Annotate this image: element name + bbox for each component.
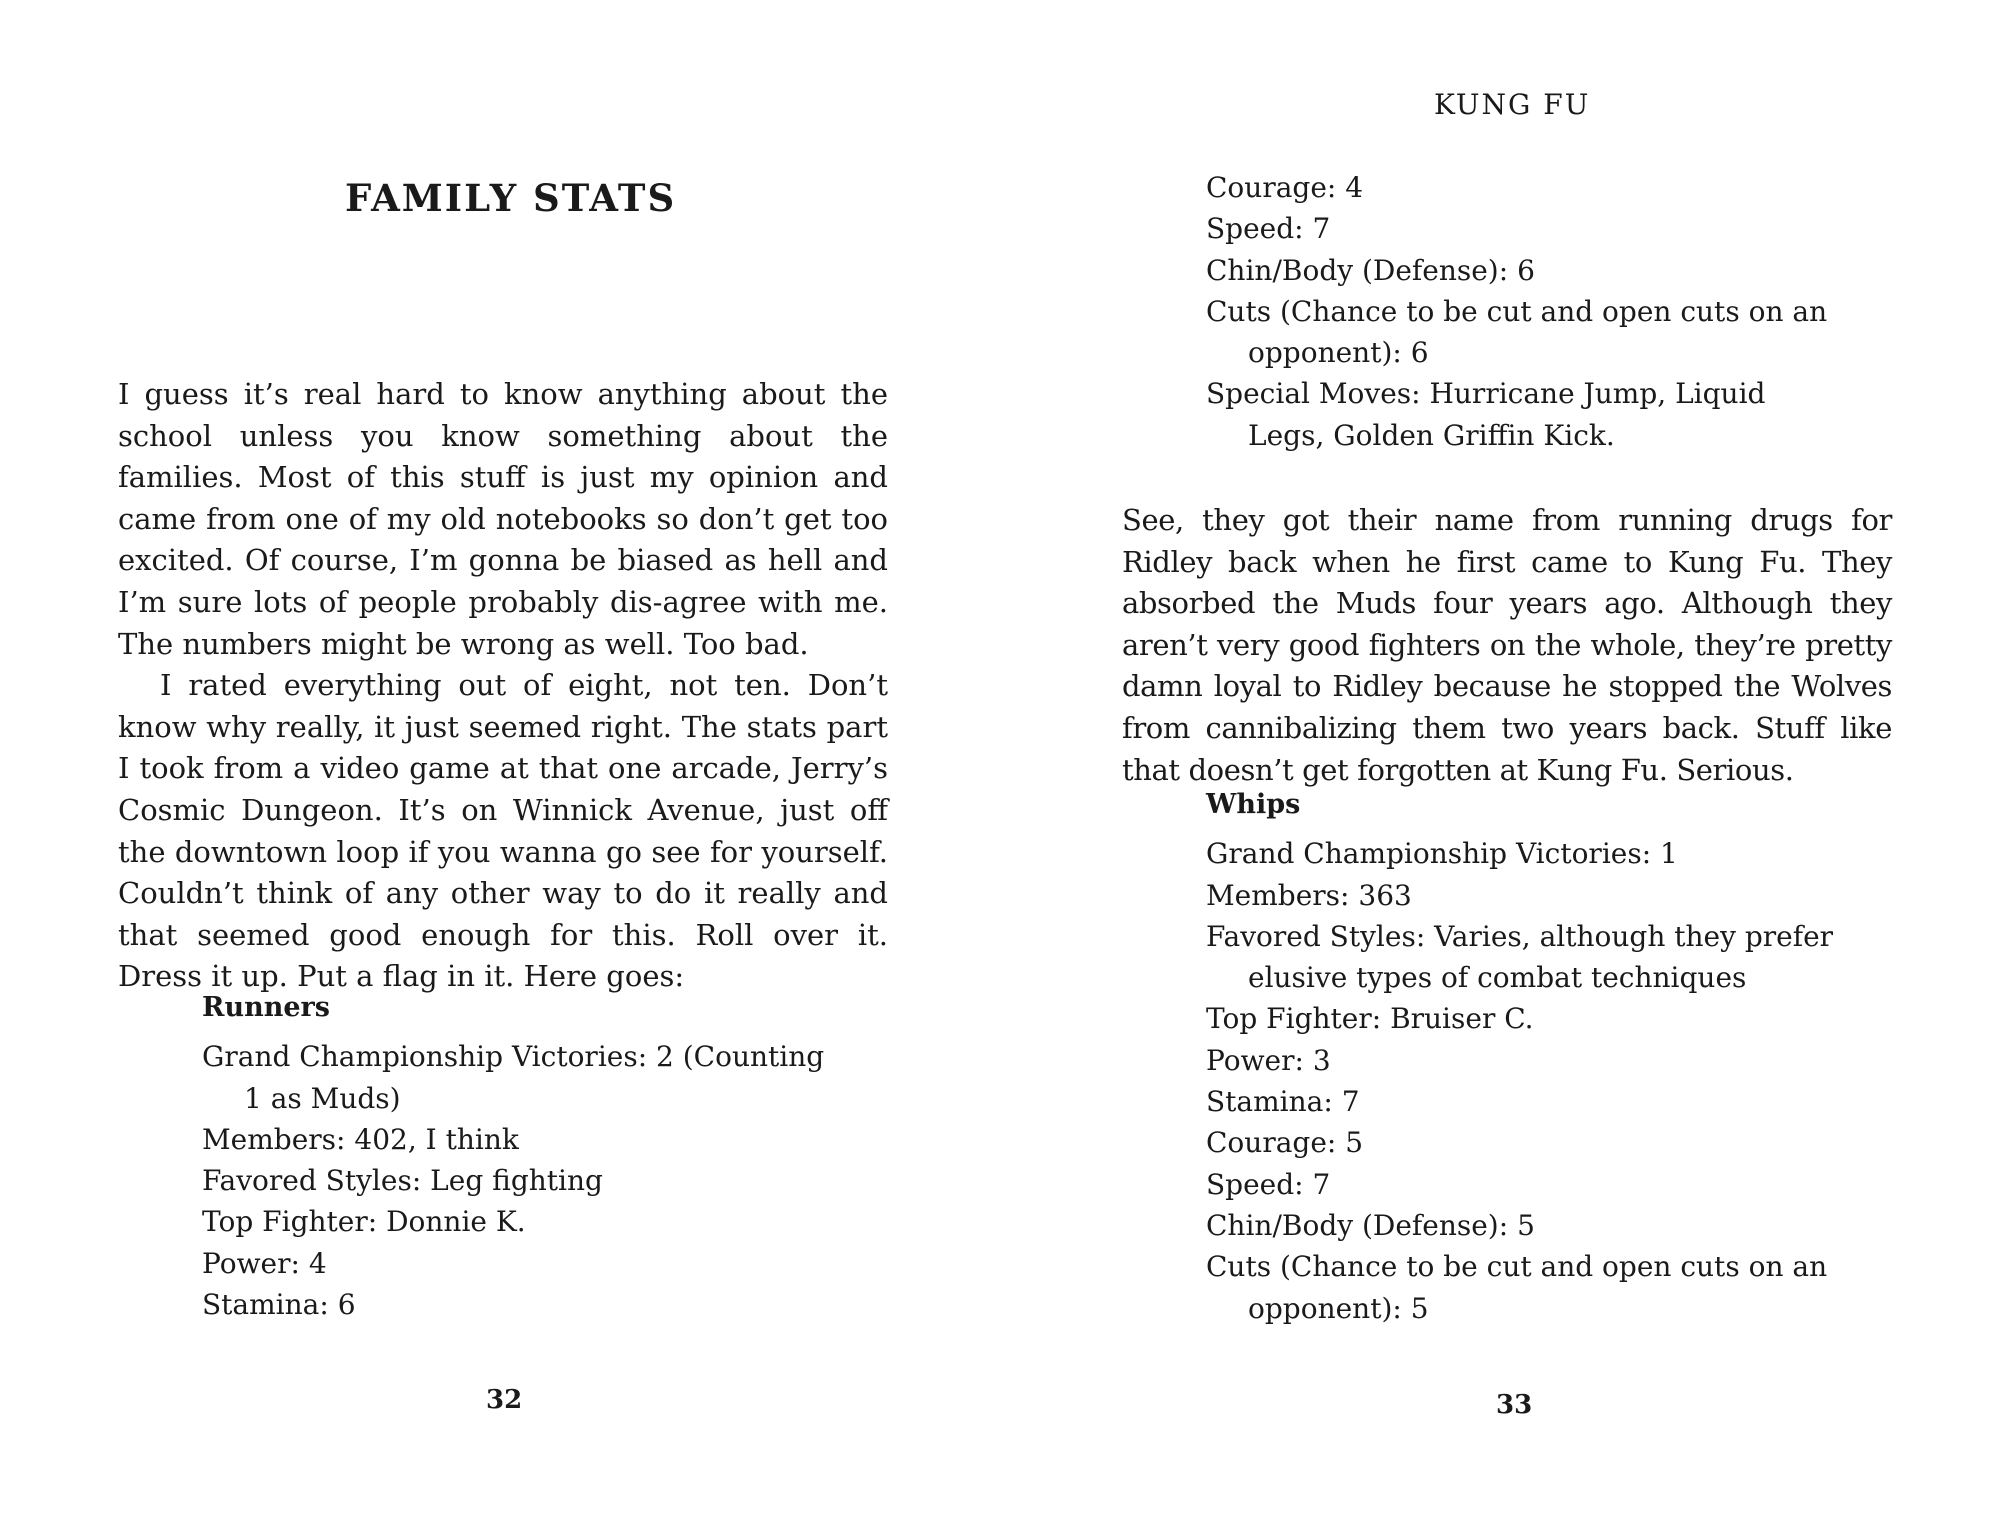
runners-stats: [202, 987, 842, 1325]
stat-line: Stamina: 7: [1206, 1085, 1360, 1119]
stat-line: Chin/Body (Defense): 6: [1206, 253, 1535, 287]
running-head: KUNG FU: [1434, 88, 1591, 121]
stat-line: Courage: 5: [1206, 1126, 1364, 1160]
chapter-title: FAMILY STATS: [345, 176, 677, 220]
whips-stats: [1206, 784, 1846, 1329]
page-number: 33: [1496, 1390, 1533, 1420]
stat-line: Top Fighter: Bruiser C.: [1206, 1002, 1534, 1036]
stat-line: Power: 3: [1206, 1043, 1331, 1077]
stat-line: Courage: 4: [1206, 171, 1364, 204]
paragraph: I rated everything out of eight, not ten. Don’t know why really, it just seemed right. The stats part I took from a video game at that one arcade, Jerry’s Cosmic Dungeon. It’s on Winnick Avenue, just off the downtown loop if you wanna go see for yourself. Couldn’t think of any other way to do it really and that seemed good enough for this. Roll over it. Dress it up. Put a flag in it. Here goes:: [118, 668, 888, 994]
runners-stats-continued: [1206, 167, 1846, 456]
stat-line: Favored Styles: Varies, although they prefer elusive types of combat techniques: [1206, 919, 1834, 995]
stat-line: Top Fighter: Donnie K.: [202, 1205, 526, 1239]
stat-line: Special Moves: Hurricane Jump, Liquid Legs, Golden Griffin Kick.: [1206, 377, 1766, 452]
stat-line: Cuts (Chance to be cut and open cuts on an opponent): 5: [1206, 1250, 1828, 1325]
stat-line: Power: 4: [202, 1246, 327, 1280]
stat-line: Grand Championship Victories: 2 (Counting 1 as Muds): [202, 1040, 825, 1115]
paragraph: I guess it’s real hard to know anything about the school unless you know something about the families. Most of this stuff is just my opinion and came from one of my old notebooks so don’t get too excited. Of course, I’m gonna be biased as hell and I’m sure lots of people probably dis-agree with me. The numbers might be wrong as well. Too bad.: [118, 377, 888, 661]
stat-line: Members: 363: [1206, 878, 1412, 912]
stat-line: Speed: 7: [1206, 212, 1331, 246]
right-page: [1000, 0, 2000, 1519]
page-number: 32: [486, 1385, 523, 1415]
stat-line: Favored Styles: Leg fighting: [202, 1164, 603, 1198]
stat-line: Stamina: 6: [202, 1288, 356, 1322]
intro-text: [118, 374, 888, 998]
runners-description: [1122, 500, 1892, 791]
stat-line: Members: 402, I think: [202, 1122, 519, 1156]
stat-line: Speed: 7: [1206, 1167, 1331, 1201]
paragraph: See, they got their name from running drugs for Ridley back when he first came to Kung Fu. They absorbed the Muds four years ago. Although they aren’t very good fighters on the whole, they’re pretty damn loyal to Ridley because he stopped the Wolves from cannibalizing them two years back. Stuff like that doesn’t get forgotten at Kung Fu. Serious.: [1122, 503, 1892, 787]
stat-line: Chin/Body (Defense): 5: [1206, 1208, 1535, 1242]
section-heading: Whips: [1206, 789, 1301, 820]
stat-line: Grand Championship Victories: 1: [1206, 837, 1678, 871]
section-heading: Runners: [202, 992, 330, 1023]
stat-line: Cuts (Chance to be cut and open cuts on an opponent): 6: [1206, 294, 1828, 370]
